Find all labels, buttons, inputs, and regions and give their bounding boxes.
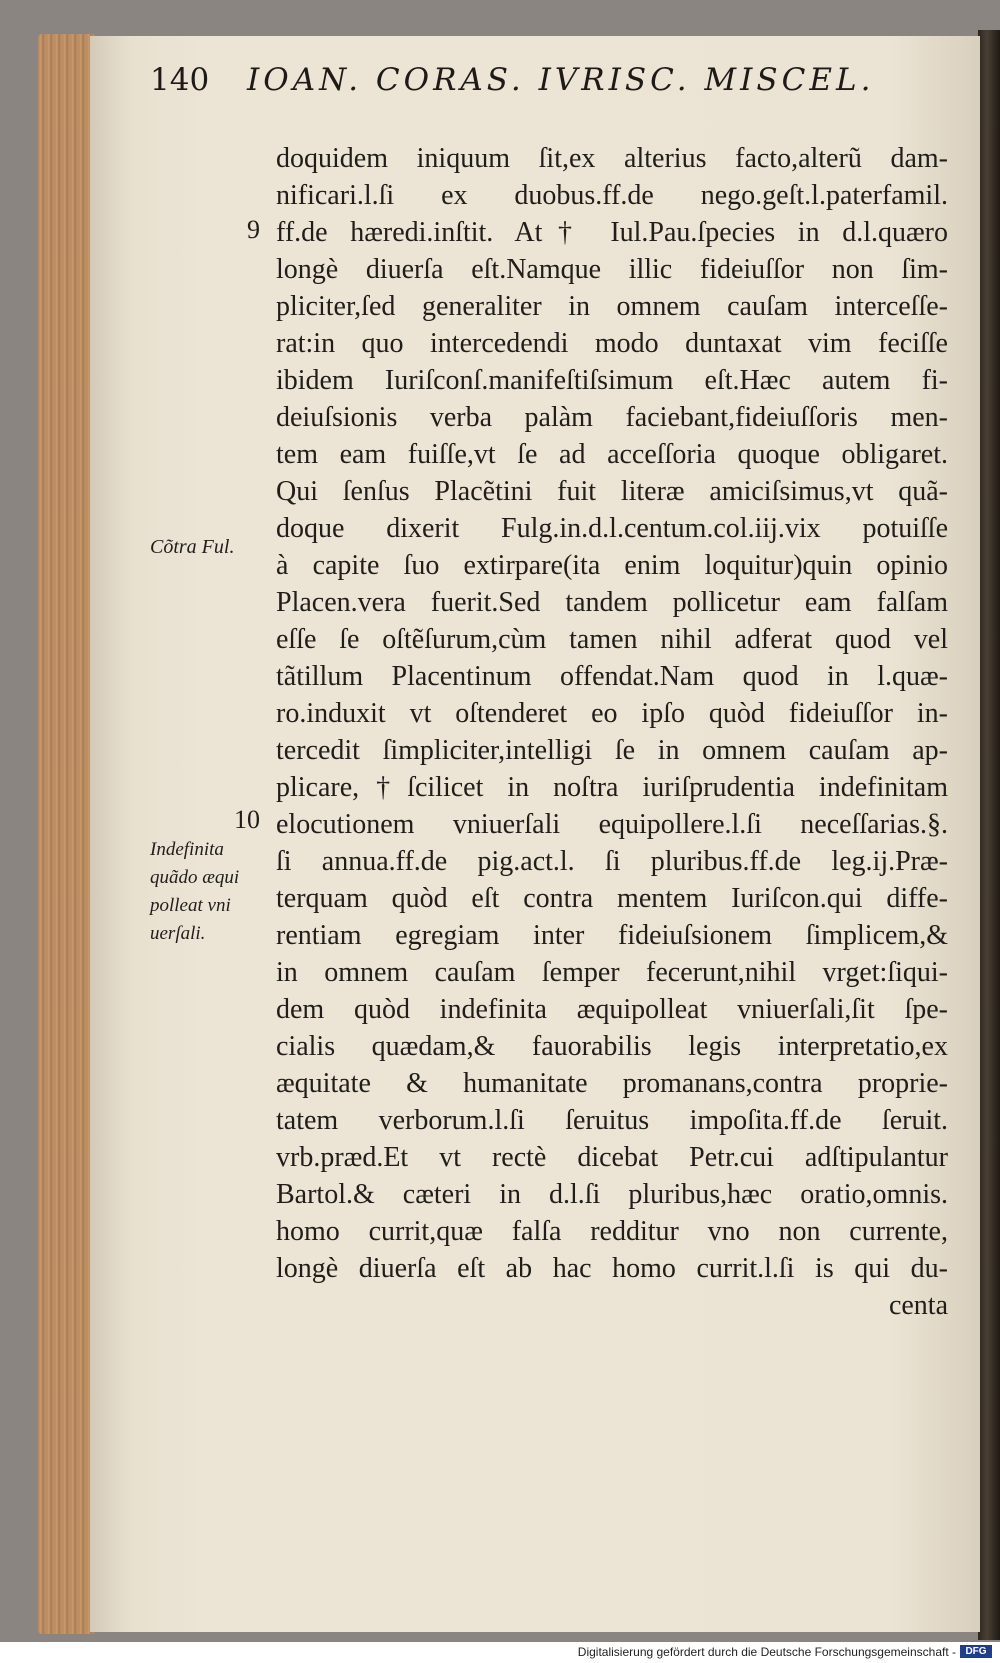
text-line: plicare,†ſcilicet in noſtra iuriſprudentia indefinitam [276, 772, 948, 803]
text-line: vrb.præd.Et vt rectè dicebat Petr.cui adſtipulantur [276, 1142, 948, 1173]
text-line: nificari.l.ſi ex duobus.ff.de nego.geſt.l.paterfamil. [276, 180, 948, 211]
book-spine-shadow [978, 30, 1000, 1640]
book-page-edges [38, 34, 94, 1634]
margin-note-indefinita [150, 836, 270, 948]
text-line: doquidem iniquum ſit,ex alterius facto,alterũ dam- [276, 143, 948, 174]
running-head [150, 62, 930, 98]
text-line: dem quòd indefinita æquipolleat vniuerſali,ſit ſpe- [276, 994, 948, 1025]
body-text [276, 140, 948, 1324]
text-line: tãtillum Placentinum offendat.Nam quod in l.quæ- [276, 661, 948, 692]
dfg-logo: DFG [960, 1645, 992, 1658]
text-line: longè diuerſa eſt ab hac homo currit.l.ſi is qui du- [276, 1253, 948, 1284]
text-line: ibidem Iuriſconſ.manifeſtiſsimum eſt.Hæc autem fi- [276, 365, 948, 396]
text-line: rat:in quo intercedendi modo duntaxat vim feciſſe [276, 328, 948, 359]
margin-note-line: quãdo æqui [150, 867, 240, 888]
text-line: tatem verborum.l.ſi ſeruitus impoſita.ff.de ſeruit. [276, 1105, 948, 1136]
text-line: pliciter,ſed generaliter in omnem cauſam interceſſe- [276, 291, 948, 322]
catchword: centa [888, 1290, 948, 1321]
text-line: Placen.vera fuerit.Sed tandem pollicetur eam falſam [276, 587, 948, 618]
text-line: tem eam fuiſſe,vt ſe ad acceſſoria quoque obligaret. [276, 439, 948, 470]
text-line: in omnem cauſam ſemper fecerunt,nihil vrget:ſiqui- [276, 957, 948, 988]
margin-note-line: Indefinita [150, 839, 224, 860]
text-line: doque dixerit Fulg.in.d.l.centum.col.iij.vix potuiſſe [276, 513, 948, 544]
text-line: eſſe ſe oſtẽſurum,cùm tamen nihil adferat quod vel [276, 624, 948, 655]
text-line: ſi annua.ff.de pig.act.l. ſi pluribus.ff.de leg.ij.Præ- [276, 846, 948, 877]
text-line: Bartol.& cæteri in d.l.ſi pluribus,hæc oratio,omnis. [276, 1179, 948, 1210]
page-number: 140 [150, 62, 210, 98]
footer-credit: Digitalisierung gefördert durch die Deutsche Forschungsgemeinschaft - [577, 1645, 956, 1659]
text-line: terquam quòd eſt contra mentem Iuriſcon.qui diffe- [276, 883, 948, 914]
text-line: à capite ſuo extirpare(ita enim loquitur)quin opinio [276, 550, 948, 581]
text-line: tercedit ſimpliciter,intelligi ſe in omnem cauſam ap- [276, 735, 948, 766]
text-line: cialis quædam,& fauorabilis legis interpretatio,ex [276, 1031, 948, 1062]
text-line: ff.de hæredi.inſtit. At† Iul.Pau.ſpecies in d.l.quæro [276, 217, 948, 248]
margin-note-line: uerſali. [150, 923, 206, 944]
margin-number-10: 10 [234, 805, 260, 834]
text-line: ro.induxit vt oſtenderet eo ipſo quòd fideiuſſor in- [276, 698, 948, 729]
running-title: IOAN. CORAS. IVRISC. MISCEL. [247, 62, 875, 98]
text-line: homo currit,quæ falſa redditur vno non currente, [276, 1216, 948, 1247]
text-line: deiuſsionis verba palàm faciebant,fideiuſſoris men- [276, 402, 948, 433]
text-line: elocutionem vniuerſali equipollere.l.ſi neceſſarias.§. [276, 809, 948, 840]
text-line: Qui ſenſus Placẽtini fuit literæ amiciſsimus,vt quã- [276, 476, 948, 507]
margin-note-contra: Cõtra Ful. [150, 536, 235, 558]
text-line: longè diuerſa eſt.Namque illic fideiuſſor non ſim- [276, 254, 948, 285]
margin-number-9: 9 [247, 215, 260, 244]
text-line: æquitate & humanitate promanans,contra proprie- [276, 1068, 948, 1099]
text-line: rentiam egregiam inter fideiuſsionem ſimplicem,& [276, 920, 948, 951]
margin-note-line: polleat vni [150, 895, 231, 916]
